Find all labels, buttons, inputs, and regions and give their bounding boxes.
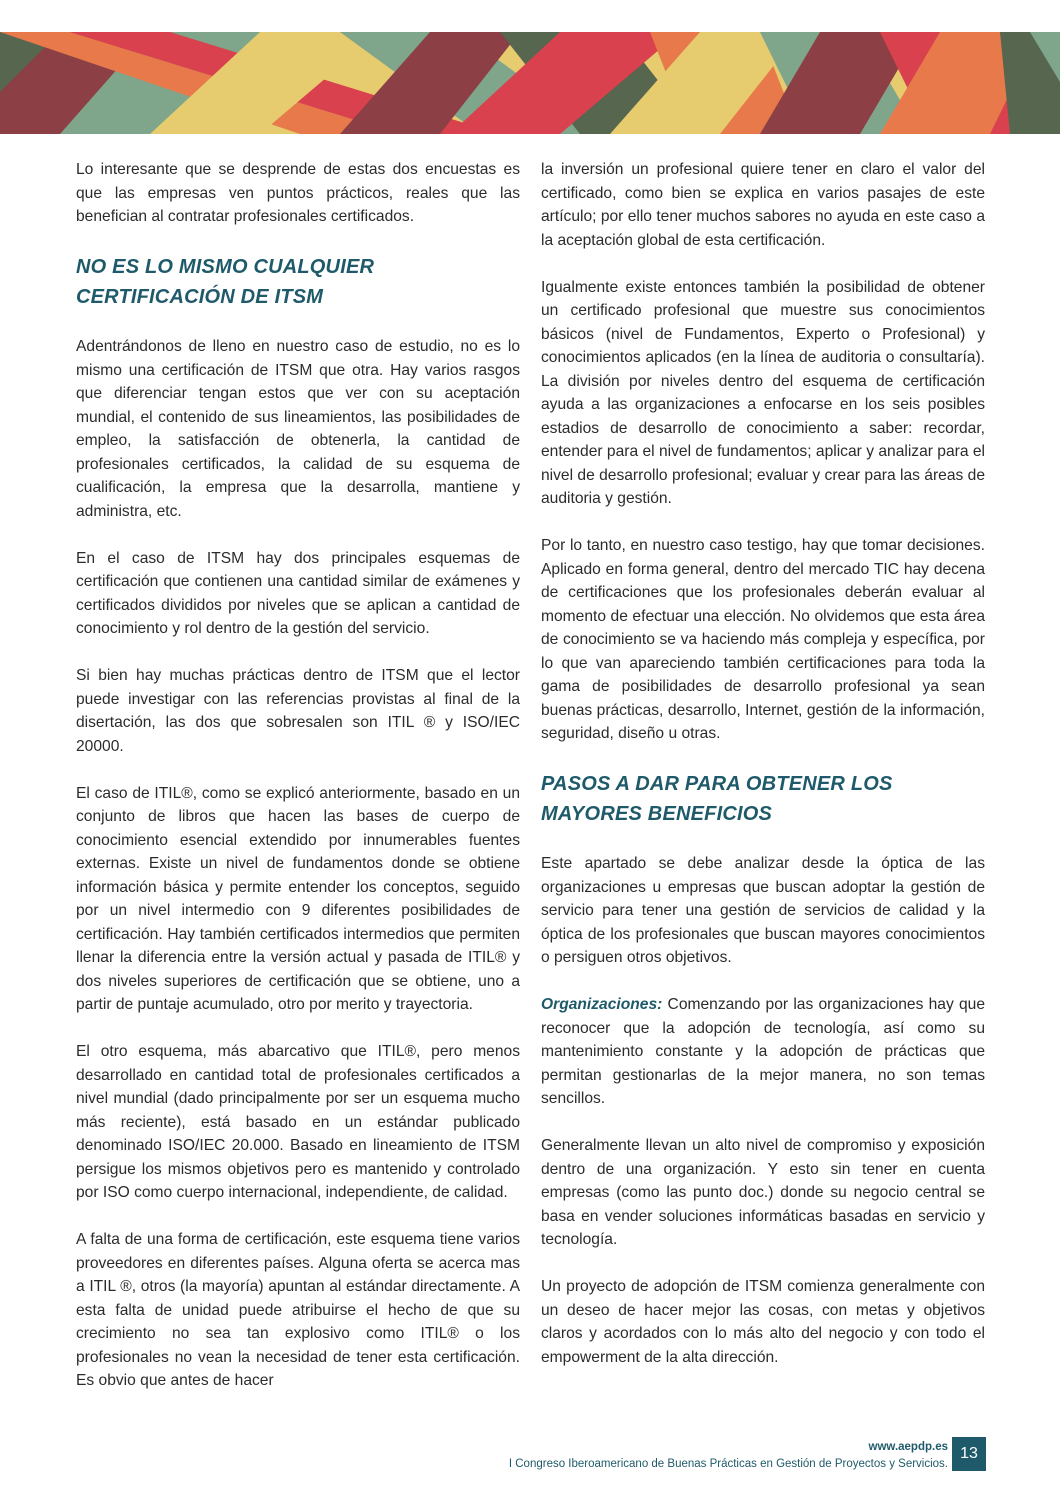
footer [509,1439,948,1473]
paragraph [541,993,985,1111]
paragraph: la inversión un profesional quiere tener en claro el valor del certificado, como bien se explica en varios pasajes de este artículo; por ello tener muchos sabores no ayuda en este caso a la aceptación global de esta certificación. [541,161,985,249]
section-heading: NO ES LO MISMO CUALQUIER CERTIFICACIÓN DE ITSM [76,256,375,308]
right-column [541,158,985,1393]
paragraph: El otro esquema, más abarcativo que ITIL®, pero menos desarrollado en cantidad total de profesionales certificados a nivel mundial (dado principalmente por ser un esquema mucho más reciente), está basado en un estándar publicado denominado ISO/IEC 20.000. Basado en lineamiento de ITSM persigue los mismos objetivos pero es mantenido y controlado por ISO como cuerpo internacional, independiente, de calidad. [76,1043,520,1201]
paragraph: Por lo tanto, en nuestro caso testigo, hay que tomar decisiones. Aplicado en forma general, dentro del mercado TIC hay decena de certificaciones que los profesionales deberán evaluar al momento de efectuar una elección. No olvidemos que esta área de conocimiento se va haciendo más compleja y específica, por lo que van apareciendo también certificaciones para toda la gama de posibilidades de desarrollo profesional ya sean buenas prácticas, desarrollo, Internet, gestión de la información, seguridad, diseño u otras. [541,537,985,742]
paragraph: Generalmente llevan un alto nivel de compromiso y exposición dentro de una organización. Y esto sin tener en cuenta empresas (como las punto doc.) donde su negocio central se basa en vender soluciones informáticas basadas en servicio y tecnología. [541,1137,985,1248]
paragraph: Igualmente existe entonces también la posibilidad de obtener un certificado profesional que muestre sus conocimientos básicos (nivel de Fundamentos, Experto o Profesional) y conocimientos aplicados (en la línea de auditoria o consultaría). La división por niveles dentro del esquema de certificación ayuda a las organizaciones a enfocarse en los seis posibles estadios de desarrollo de conocimiento a saber: recordar, entender para el nivel de fundamentos; aplicar y analizar para el nivel de desarrollo profesional; evaluar y crear para las áreas de auditoria y gestión. [541,278,985,507]
left-column [76,158,520,1416]
paragraph: A falta de una forma de certificación, este esquema tiene varios proveedores en diferentes países. Alguna oferta se acerca mas a ITIL ®, otros (la mayoría) apuntan al estándar directamente. A esta falta de unidad puede atribuirse el hecho de que su crecimiento no sea tan explosivo como ITIL® o los profesionales no vean la necesidad de tener esta certificación. Es obvio que antes de hacer [76,1231,520,1389]
section-heading: PASOS A DAR PARA OBTENER LOS MAYORES BENEFICIOS [541,773,893,825]
paragraph: El caso de ITIL®, como se explicó anteriormente, basado en un conjunto de libros que hacen las bases de cuerpo de conocimiento esencial extendido por innumerables fuentes externas. Existe un nivel de fundamentos donde se obtiene información básica y permite entender los conceptos, seguido por un nivel intermedio con 9 diferentes posibilidades de certificación. Hay también certificados intermedios que permiten llenar la diferencia entre la versión actual y pasada de ITIL® y dos niveles superiores de certificación que se obtiene, uno a partir de puntaje acumulado, otro por merito y trayectoria. [76,784,520,1013]
footer-congress: I Congreso Iberoamericano de Buenas Prácticas en Gestión de Proyectos y Servicios. [508,1458,948,1470]
paragraph: En el caso de ITSM hay dos principales esquemas de certificación que contienen una cantidad similar de exámenes y certificados divididos por niveles que se aplican a cantidad de conocimiento y rol dentro de la gestión del servicio. [76,549,520,637]
paragraph: Este apartado se debe analizar desde la óptica de las organizaciones u empresas que buscan adoptar la gestión de servicio para tener una gestión de servicios de calidad y la óptica de los profesionales que buscan mayores conocimientos o persiguen otros objetivos. [541,855,985,966]
footer-website: www.aepdp.es [868,1441,948,1453]
paragraph: Adentrándonos de lleno en nuestro caso de estudio, no es lo mismo una certificación de ITSM que otra. Hay varios rasgos que diferenciar tengan estos que ver con su aceptación mundial, el contenido de sus lineamientos, las posibilidades de empleo, la satisfacción de obtenerla, la cantidad de profesionales certificados, la calidad de su esquema de cualificación, la empresa que la desarrolla, mantiene y administra, etc. [76,338,520,520]
paragraph-text: Comenzando por las organizaciones hay que reconocer que la adopción de tecnología, así como su mantenimiento constante y la adopción de prácticas que permitan gestionarlas de la mejor manera, no son temas sencillos. [541,996,985,1107]
paragraph-lead: Organizaciones: [541,996,663,1013]
paragraph: Lo interesante que se desprende de estas dos encuestas es que las empresas ven puntos prácticos, reales que las benefician al contratar profesionales certificados. [76,161,520,225]
paragraph: Un proyecto de adopción de ITSM comienza generalmente con un deseo de hacer mejor las cosas, con metas y objetivos claros y acordados con lo más alto del negocio y con todo el empowerment de la alta dirección. [541,1278,985,1366]
paragraph: Si bien hay muchas prácticas dentro de ITSM que el lector puede investigar con las referencias provistas al final de la disertación, las dos que sobresalen son ITIL ® y ISO/IEC 20000. [76,667,520,755]
decorative-banner [0,32,1060,134]
page-number: 13 [952,1437,986,1471]
